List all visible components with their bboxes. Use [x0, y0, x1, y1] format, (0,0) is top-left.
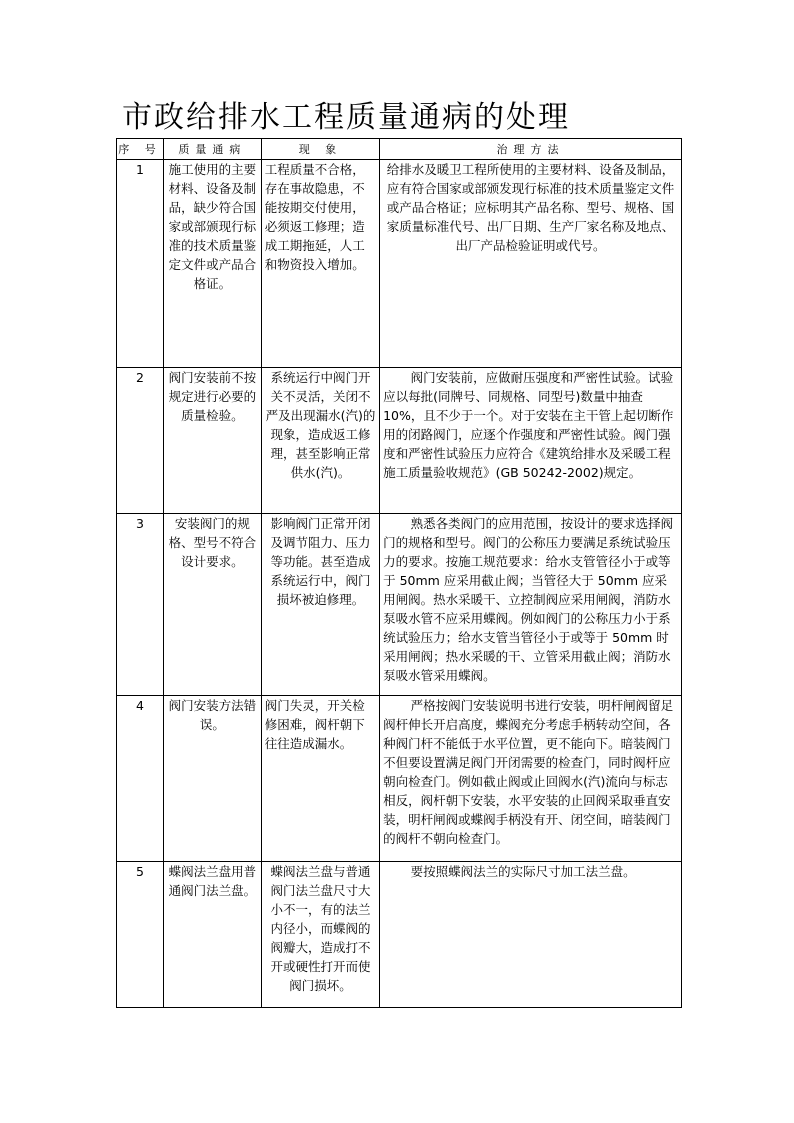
- page-title: 市政给排水工程质量通病的处理: [122, 100, 570, 135]
- row-method: 给排水及暖卫工程所使用的主要材料、设备及制品，应有符合国家或部颁发现行标准的技术质量鉴定文件或产品合格证；应标明其产品名称、型号、规格、国家质量标准代号、出厂日期、生产厂家名称及地点、出厂产品检验证明或代号。: [380, 160, 682, 368]
- table-header-row: [117, 139, 682, 160]
- row-no: 3: [117, 514, 164, 696]
- row-phenomenon: 影响阀门正常开闭及调节阻力、压力等功能。甚至造成系统运行中，阀门损坏被迫修理。: [261, 514, 379, 696]
- row-quality: 阀门安装方法错误。: [163, 696, 261, 862]
- header-phenomenon: 现 象: [261, 139, 379, 160]
- table-row: [117, 160, 682, 368]
- row-quality: 施工使用的主要材料、设备及制品，缺少符合国家或部颁现行标准的技术质量鉴定文件或产品合格证。: [163, 160, 261, 368]
- quality-table: [116, 138, 682, 1008]
- table-row: [117, 514, 682, 696]
- row-phenomenon: 工程质量不合格，存在事故隐患，不能按期交付使用，必须返工修理；造成工期拖延，人工和物资投入增加。: [261, 160, 379, 368]
- row-method: 要按照蝶阀法兰的实际尺寸加工法兰盘。: [380, 862, 682, 1008]
- row-no: 5: [117, 862, 164, 1008]
- table-row: [117, 368, 682, 514]
- row-no: 2: [117, 368, 164, 514]
- row-phenomenon: 蝶阀法兰盘与普通阀门法兰盘尺寸大小不一，有的法兰内径小，而蝶阀的阀瓣大，造成打不开或硬性打开而使阀门损坏。: [261, 862, 379, 1008]
- row-phenomenon: 阀门失灵，开关检修困难，阀杆朝下往往造成漏水。: [261, 696, 379, 862]
- row-no: 1: [117, 160, 164, 368]
- row-method: 严格按阀门安装说明书进行安装，明杆闸阀留足阀杆伸长开启高度，蝶阀充分考虑手柄转动空间，各种阀门杆不能低于水平位置，更不能向下。暗装阀门不但要设置满足阀门开闭需要的检查门，同时阀杆应朝向检查门。例如截止阀或止回阀水(汽)流向与标志相反，阀杆朝下安装，水平安装的止回阀采取垂直安装，明杆闸阀或蝶阀手柄没有开、闭空间，暗装阀门的阀杆不朝向检查门。: [380, 696, 682, 862]
- header-quality: 质量通病: [163, 139, 261, 160]
- table-row: [117, 696, 682, 862]
- table-row: [117, 862, 682, 1008]
- header-method: 治理方法: [380, 139, 682, 160]
- row-quality: 阀门安装前不按规定进行必要的质量检验。: [163, 368, 261, 514]
- row-quality: 安装阀门的规格、型号不符合设计要求。: [163, 514, 261, 696]
- row-no: 4: [117, 696, 164, 862]
- row-quality: 蝶阀法兰盘用普通阀门法兰盘。: [163, 862, 261, 1008]
- row-method: 阀门安装前，应做耐压强度和严密性试验。试验应以每批(同牌号、同规格、同型号)数量中抽查 10%，且不少于一个。对于安装在主干管上起切断作用的闭路阀门，应逐个作强度和严密性试验。阀门强度和严密性试验压力应符合《建筑给排水及采暖工程施工质量验收规范》(GB 50242-2002)规定。: [380, 368, 682, 514]
- row-method: 熟悉各类阀门的应用范围，按设计的要求选择阀门的规格和型号。阀门的公称压力要满足系统试验压力的要求。按施工规范要求：给水支管管径小于或等于 50mm 应采用截止阀；当管径大于 50mm 应采用闸阀。热水采暖干、立控制阀应采用闸阀，消防水泵吸水管不应采用蝶阀。例如阀门的公称压力小于系统试验压力；给水支管当管径小于或等于 50mm 时采用闸阀；热水采暖的干、立管采用截止阀；消防水泵吸水管采用蝶阀。: [380, 514, 682, 696]
- header-no: 序 号: [117, 139, 164, 160]
- row-phenomenon: 系统运行中阀门开关不灵活，关闭不严及出现漏水(汽)的现象，造成返工修理，甚至影响正常供水(汽)。: [261, 368, 379, 514]
